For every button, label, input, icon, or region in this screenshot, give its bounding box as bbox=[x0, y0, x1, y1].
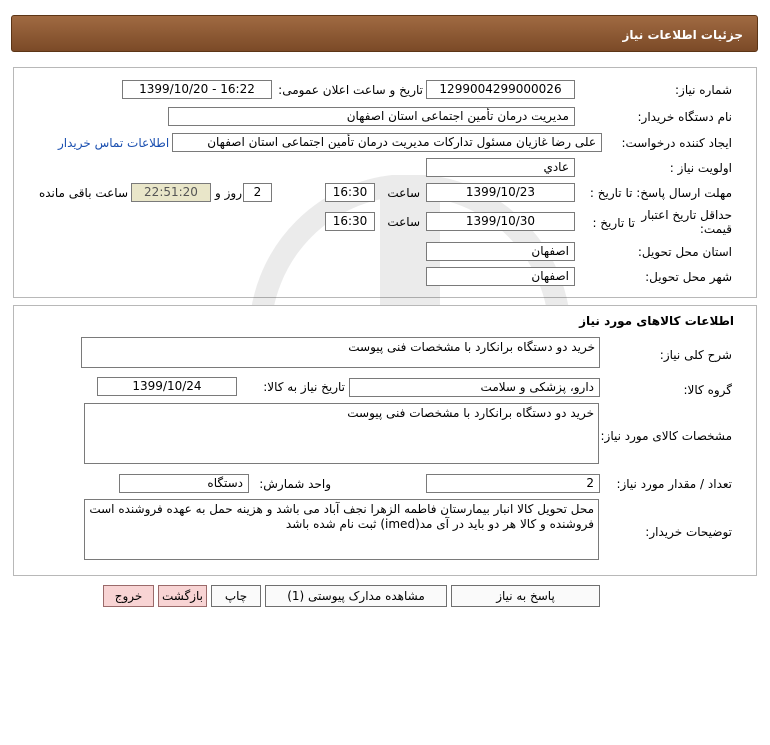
creator-label: ایجاد کننده درخواست: bbox=[621, 136, 732, 150]
view-attachments-button[interactable]: مشاهده مدارک پیوستی (1) bbox=[265, 585, 447, 607]
delivery-province-field: اصفهان bbox=[426, 242, 575, 261]
unit-field: دستگاه bbox=[119, 474, 249, 493]
buyer-notes-field: محل تحویل کالا انبار بیمارستان فاطمه الزهرا نجف آباد می باشد و هزینه حمل به عهده فروشنده است فروشنده و کالا هر دو باید در آی مد(imed) ثبت نام شده باشد bbox=[84, 499, 599, 560]
need-number-field: 1299004299000026 bbox=[426, 80, 575, 99]
price-validity-label: حداقل تاریخ اعتبار قیمت: bbox=[641, 208, 732, 236]
goods-section-title: اطلاعات کالاهای مورد نیاز bbox=[579, 314, 734, 328]
page-title: جزئیات اطلاعات نیاز bbox=[11, 15, 758, 52]
days-label: روز و bbox=[215, 186, 242, 200]
need-date-field: 1399/10/24 bbox=[97, 377, 237, 396]
exit-button[interactable]: خروج bbox=[103, 585, 154, 607]
remaining-time-field: 22:51:20 bbox=[131, 183, 211, 202]
delivery-city-label: شهر محل تحویل: bbox=[645, 270, 732, 284]
announce-datetime-field: 1399/10/20 - 16:22 bbox=[122, 80, 272, 99]
send-deadline-label: مهلت ارسال پاسخ: تا تاریخ : bbox=[589, 186, 732, 200]
validity-to-date-label: تا تاریخ : bbox=[592, 216, 635, 230]
quantity-field: 2 bbox=[426, 474, 600, 493]
send-deadline-date-field: 1399/10/23 bbox=[426, 183, 575, 202]
send-time-label: ساعت bbox=[387, 186, 420, 200]
validity-time-field: 16:30 bbox=[325, 212, 375, 231]
priority-label: اولویت نیاز : bbox=[669, 161, 732, 175]
remaining-days-field: 2 bbox=[243, 183, 272, 202]
announce-datetime-label: تاریخ و ساعت اعلان عمومی: bbox=[278, 83, 423, 97]
need-summary-field: خرید دو دستگاه برانکارد با مشخصات فنی پیوست bbox=[81, 337, 600, 368]
creator-field: علی رضا غازیان مسئول تدارکات مدیریت درمان تأمین اجتماعی استان اصفهان bbox=[172, 133, 602, 152]
delivery-province-label: استان محل تحویل: bbox=[637, 245, 732, 259]
priority-field: عادي bbox=[426, 158, 575, 177]
goods-spec-field: خرید دو دستگاه برانکارد با مشخصات فنی پیوست bbox=[84, 403, 599, 464]
goods-spec-label: مشخصات کالای مورد نیاز: bbox=[600, 429, 732, 443]
validity-time-label: ساعت bbox=[387, 215, 420, 229]
buyer-contact-link[interactable]: اطلاعات تماس خریدار bbox=[58, 136, 170, 150]
goods-group-label: گروه کالا: bbox=[683, 383, 732, 397]
print-button[interactable]: چاپ bbox=[211, 585, 261, 607]
need-date-label: تاریخ نیاز به کالا: bbox=[263, 380, 345, 394]
reply-to-need-button[interactable]: پاسخ به نیاز bbox=[451, 585, 600, 607]
goods-group-field: دارو، پزشکی و سلامت bbox=[349, 378, 600, 397]
unit-label: واحد شمارش: bbox=[259, 477, 331, 491]
back-button[interactable]: بازگشت bbox=[158, 585, 207, 607]
delivery-city-field: اصفهان bbox=[426, 267, 575, 286]
request-info-panel bbox=[13, 67, 757, 298]
send-deadline-time-field: 16:30 bbox=[325, 183, 375, 202]
need-number-label: شماره نیاز: bbox=[675, 83, 732, 97]
buyer-notes-label: توضیحات خریدار: bbox=[645, 525, 732, 539]
remaining-time-label: ساعت باقی مانده bbox=[38, 186, 128, 200]
need-summary-label: شرح کلی نیاز: bbox=[659, 348, 732, 362]
buyer-org-field: مدیریت درمان تأمین اجتماعی استان اصفهان bbox=[168, 107, 575, 126]
quantity-label: تعداد / مقدار مورد نیاز: bbox=[616, 477, 732, 491]
buyer-org-label: نام دستگاه خریدار: bbox=[637, 110, 732, 124]
validity-date-field: 1399/10/30 bbox=[426, 212, 575, 231]
